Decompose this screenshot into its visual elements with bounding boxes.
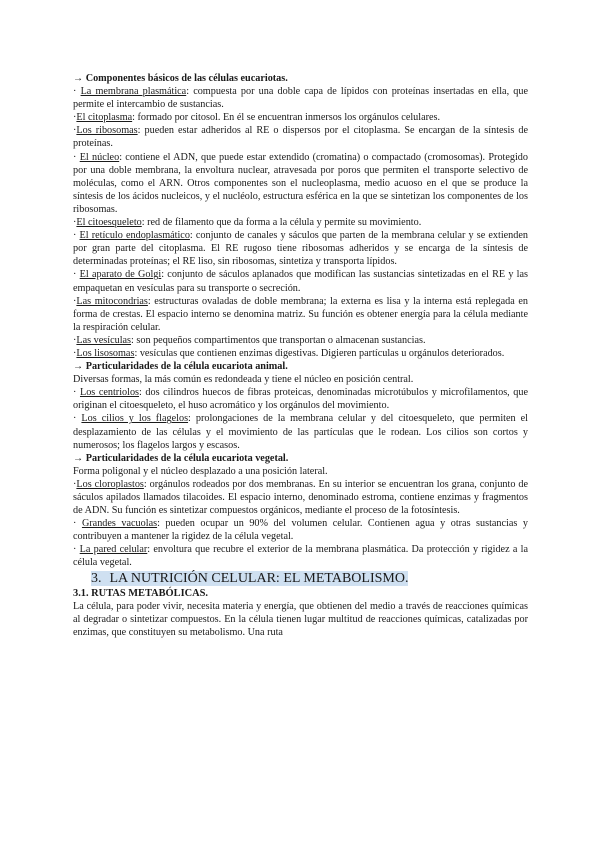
heading-animal-cell: → Particularidades de la célula eucariota animal. (73, 361, 288, 373)
bullet: · (73, 230, 77, 242)
list-item (73, 151, 528, 216)
definition: : envoltura que recubre el exterior de la membrana plasmática. Da protección y rigidez a la célula vegetal. (73, 544, 528, 569)
section-heading-nutrition (73, 570, 528, 587)
list-item (73, 111, 528, 124)
list-item (73, 543, 528, 569)
term: La membrana plasmática (80, 86, 187, 98)
definition: : contiene el ADN, que puede estar extendido (cromatina) o compactado (cromosomas). Protegido por una doble membrana, la envoltura nuclear, atravesada por poros que permiten el transporte selectivo de moléculas, como el ARN. Otros componentes son el nucleoplasma, medio acuoso en el que se produce la síntesis de los ácidos nucleicos, y el nucléolo, estructura esférica en la que se sintetizan los componentes de los ribosomas. (73, 151, 528, 215)
list-item (73, 478, 528, 517)
bullet: · (73, 112, 77, 124)
list-item (73, 295, 528, 334)
list-item (73, 229, 528, 268)
term: Las mitocondrias (76, 295, 148, 307)
definition: : dos cilindros huecos de fibras proteicas, denominadas microtúbulos y microfilamentos, que originan el citoesqueleto, el huso acromático y los orgánulos del movimiento. (73, 387, 528, 412)
term: El núcleo (79, 151, 120, 163)
list-item (73, 124, 528, 150)
bullet: · (73, 413, 77, 425)
list-item (73, 517, 528, 543)
term: Los centriolos (79, 387, 140, 399)
section-heading-highlight (91, 571, 408, 586)
bullet: · (73, 151, 77, 163)
bullet: · (73, 334, 77, 346)
list-item (73, 85, 528, 111)
definition: : vesículas que contienen enzimas digestivas. Digieren partículas u orgánulos deteriorados. (134, 347, 505, 359)
bullet: · (73, 478, 77, 490)
term: La pared celular (79, 544, 148, 556)
term: Los cloroplastos (76, 478, 144, 490)
intro-text: Diversas formas, la más común es redondeada y tiene el núcleo en posición central. (73, 374, 414, 386)
definition: : prolongaciones de la membrana celular y del citoesqueleto, que permiten el desplazamiento de las células y el movimiento de las partículas que le rodean. Los cilios son cortos y numerosos; los flagelos largos y escasos. (73, 413, 528, 451)
paragraph: La célula, para poder vivir, necesita materia y energía, que obtienen del medio a través de reacciones químicas al degradar o sintetizar compuestos. En la célula tienen lugar multitud de reacciones químicas, catalizadas por enzimas, que constituyen su metabolismo. Una ruta (73, 600, 528, 638)
bullet: · (73, 518, 77, 530)
section-title: LA NUTRICIÓN CELULAR: EL METABOLISMO. (109, 570, 409, 586)
definition: : son pequeños compartimentos que transportan o almacenan sustancias. (131, 334, 426, 346)
term: El aparato de Golgi (79, 269, 162, 281)
term: El citoplasma (76, 112, 133, 124)
definition: : compuesta por una doble capa de lípidos con proteínas insertadas en ella, que permite el intercambio de sustancias. (73, 86, 528, 111)
list-item (73, 412, 528, 451)
bullet: · (73, 86, 77, 98)
term: El retículo endoplasmático (79, 230, 190, 242)
section-number: 3. (91, 570, 102, 586)
definition: : conjunto de canales y sáculos que parten de la membrana celular y se extienden por gran parte del citoplasma. El RE rugoso tiene ribosomas adheridos y se encarga de la síntesis de determinadas proteínas; el RE liso, sin ribosomas, sintetiza y transporta lípidos. (73, 230, 528, 268)
term: Los ribosomas (76, 125, 138, 137)
heading-eukaryotic-components: → Componentes básicos de las células eucariotas. (73, 73, 288, 84)
term: El citoesqueleto (76, 217, 142, 229)
list-item (73, 334, 528, 347)
term: Las vesículas (76, 334, 132, 346)
term: Los lisosomas (76, 347, 135, 359)
bullet: · (73, 269, 77, 281)
term: Grandes vacuolas (81, 518, 158, 530)
definition: : pueden ocupar un 90% del volumen celular. Contienen agua y otras sustancias y contribuyen a mantener la rigidez de la célula vegetal. (73, 518, 528, 543)
bullet: · (73, 217, 77, 229)
definition: : conjunto de sáculos aplanados que modifican las sustancias sintetizadas en el RE y las empaquetan en vesículas para su transporte o secreción. (73, 269, 528, 294)
definition: : orgánulos rodeados por dos membranas. En su interior se encuentran los grana, conjunto de sáculos apilados llamados tilacoides. El espacio interno, denominado estroma, contiene enzimas y fragmentos de ADN. Su función es sintetizar compuestos orgánicos, mediante el proceso de la fotosíntesis. (73, 478, 529, 517)
bullet: · (73, 544, 77, 556)
list-item (73, 216, 528, 229)
definition: : pueden estar adheridos al RE o dispersos por el citoplasma. Se encargan de la síntesis de proteínas. (73, 125, 528, 150)
list-item (73, 347, 528, 360)
definition: : red de filamento que da forma a la célula y permite su movimiento. (141, 217, 422, 229)
intro-text: Forma poligonal y el núcleo desplazado a una posición lateral. (73, 465, 328, 477)
list-item (73, 386, 528, 412)
bullet: · (73, 125, 77, 137)
list-item (73, 268, 528, 294)
heading-plant-cell: → Particularidades de la célula eucariota vegetal. (73, 452, 289, 464)
bullet: · (73, 295, 77, 307)
subsection-heading: 3.1. RUTAS METABÓLICAS. (73, 587, 209, 599)
term: Los cilios y los flagelos (81, 413, 189, 425)
definition: : estructuras ovaladas de doble membrana; la externa es lisa y la interna está replegada en forma de crestas. El espacio interno se denomina matriz. Su función es obtener energía para la célula mediante la respiración celular. (73, 295, 528, 333)
bullet: · (73, 347, 77, 359)
definition: : formado por citosol. En él se encuentran inmersos los orgánulos celulares. (132, 112, 441, 124)
document-body (73, 72, 528, 639)
bullet: · (73, 387, 77, 399)
